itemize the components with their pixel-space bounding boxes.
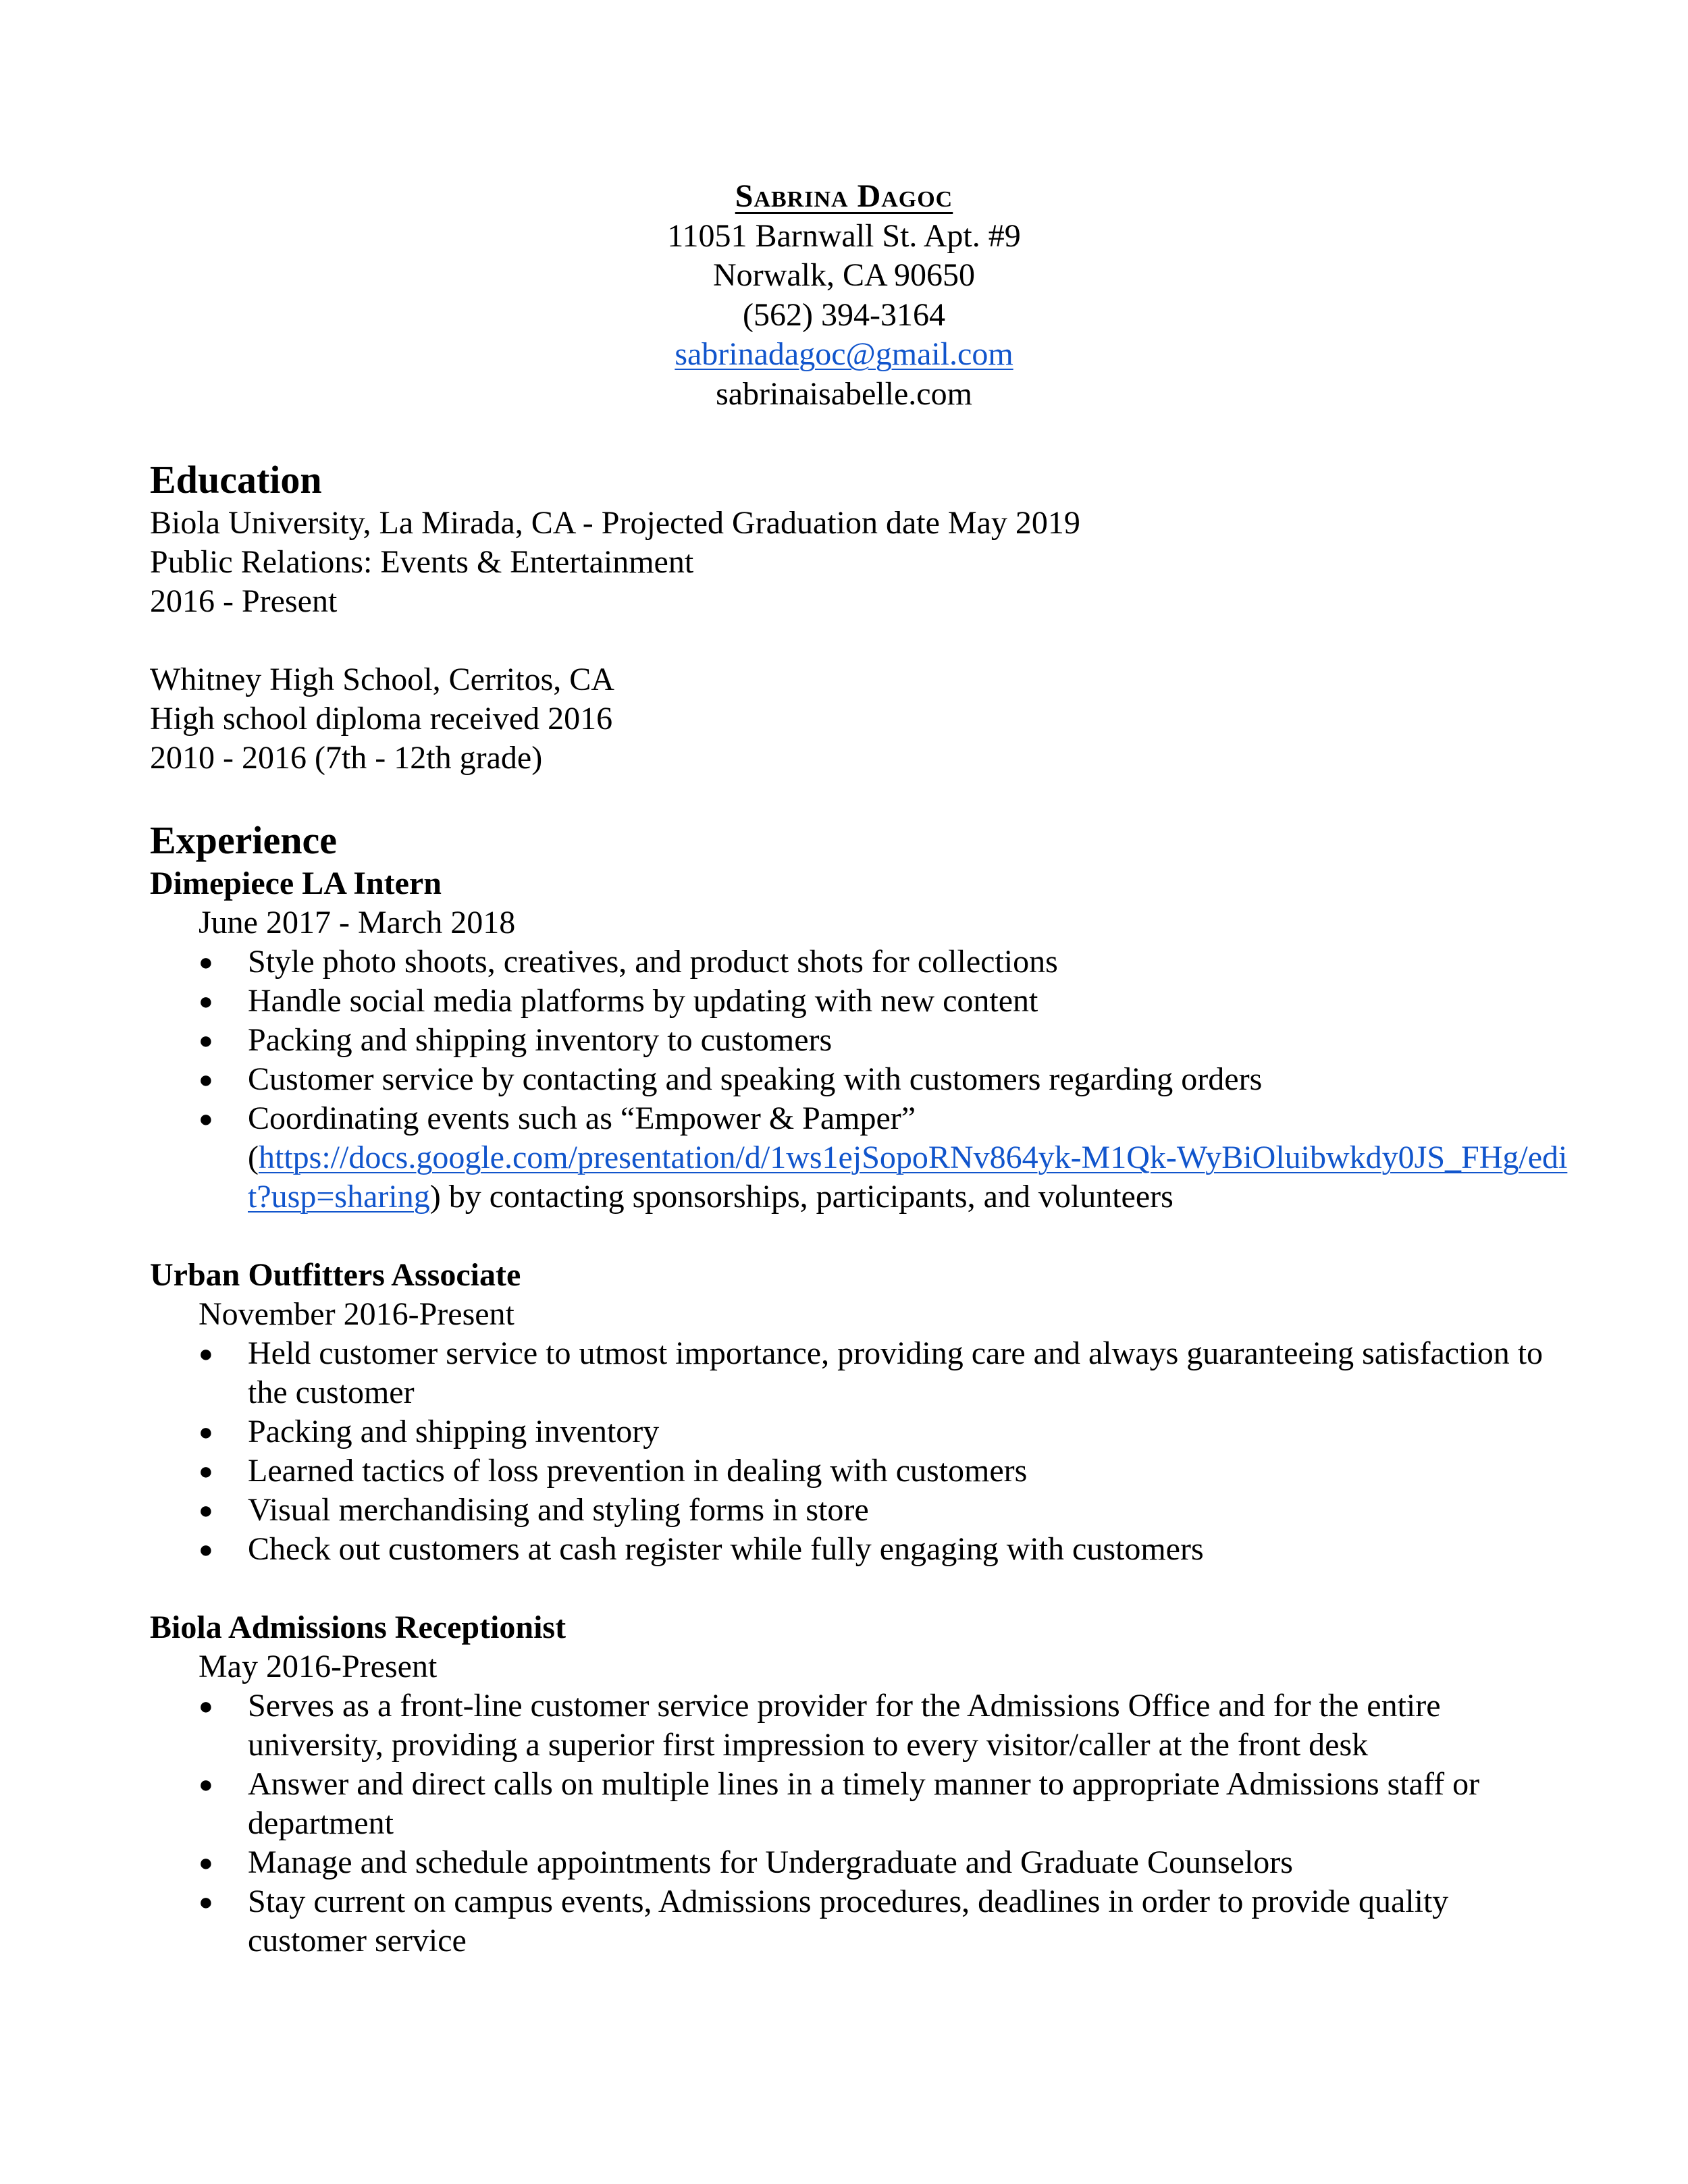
job-dates: May 2016-Present — [199, 1649, 438, 1684]
bullet-item — [150, 1765, 1575, 1843]
resume-body — [150, 456, 1568, 1961]
spacer — [150, 1217, 1568, 1256]
bullet-icon: ● — [199, 1849, 213, 1876]
applicant-name: Sabrina Dagoc — [735, 178, 953, 214]
job-bullets — [150, 1334, 1568, 1569]
job-title: Dimepiece LA Intern — [150, 865, 442, 901]
job-dates: November 2016-Present — [199, 1296, 515, 1332]
bullet-text: Packing and shipping inventory — [248, 1414, 660, 1449]
address-line-1: 11051 Barnwall St. Apt. #9 — [667, 217, 1021, 254]
bullet-icon: ● — [199, 1771, 213, 1798]
bullet-text: Customer service by contacting and speaking with customers regarding orders — [248, 1061, 1263, 1097]
phone-number: (562) 394-3164 — [743, 296, 945, 333]
bullet-text: Coordinating events such as “Empower & Pamper” — [248, 1100, 916, 1136]
bullet-icon: ● — [199, 1888, 213, 1915]
job-title: Urban Outfitters Associate — [150, 1257, 521, 1293]
bullet-icon: ● — [199, 1458, 213, 1485]
bullet-text: Handle social media platforms by updating with new content — [248, 983, 1038, 1019]
bullet-item — [150, 1334, 1575, 1412]
bullet-text: Answer and direct calls on multiple lines in a timely manner to appropriate Admissions staff or department — [248, 1766, 1480, 1841]
job-entry — [150, 864, 1568, 1217]
education-heading: Education — [150, 458, 322, 502]
program-line: Public Relations: Events & Entertainment — [150, 544, 694, 580]
years-line: 2010 - 2016 (7th - 12th grade) — [150, 740, 543, 776]
paren-text: ( — [248, 1140, 259, 1175]
bullet-item — [150, 1686, 1575, 1765]
bullet-icon: ● — [199, 1066, 213, 1093]
bullet-text: Learned tactics of loss prevention in dealing with customers — [248, 1453, 1028, 1489]
email-link[interactable]: sabrinadagoc@gmail.com — [675, 336, 1013, 372]
bullet-icon: ● — [199, 1105, 213, 1132]
bullet-item — [150, 1060, 1575, 1099]
bullet-text: Manage and schedule appointments for Undergraduate and Graduate Counselors — [248, 1844, 1293, 1880]
bullet-text: Stay current on campus events, Admissions procedures, deadlines in order to provide quality customer service — [248, 1884, 1449, 1959]
bullet-item — [150, 1021, 1575, 1060]
job-entry — [150, 1608, 1568, 1961]
education-entry — [150, 504, 1568, 621]
bullet-icon: ● — [199, 1418, 213, 1445]
bullet-text: Style photo shoots, creatives, and product shots for collections — [248, 944, 1058, 980]
bullet-text: Packing and shipping inventory to customers — [248, 1022, 833, 1058]
job-bullets — [150, 1686, 1568, 1961]
bullet-text: Check out customers at cash register while fully engaging with customers — [248, 1531, 1204, 1567]
bullet-item — [150, 1843, 1575, 1882]
school-line: Biola University, La Mirada, CA - Projected Graduation date May 2019 — [150, 505, 1080, 541]
bullet-icon: ● — [199, 1497, 213, 1524]
bullet-icon: ● — [199, 1340, 213, 1367]
bullet-item — [150, 1412, 1575, 1451]
bullet-item — [150, 1451, 1575, 1491]
bullet-icon: ● — [199, 949, 213, 976]
experience-heading: Experience — [150, 818, 338, 862]
contact-header — [0, 177, 1688, 414]
bullet-text: Serves as a front-line customer service provider for the Admissions Office and for the entire university, providing a superior first impression to every visitor/caller at the front desk — [248, 1688, 1441, 1763]
school-line: Whitney High School, Cerritos, CA — [150, 662, 614, 697]
bullet-item — [150, 942, 1575, 982]
job-bullets — [150, 942, 1568, 1217]
bullet-text: Held customer service to utmost importance, providing care and always guaranteeing satisfaction to the customer — [248, 1335, 1544, 1410]
bullet-icon: ● — [199, 1693, 213, 1720]
bullet-item — [150, 1491, 1575, 1530]
bullet-item — [150, 1099, 1575, 1217]
program-line: High school diploma received 2016 — [150, 701, 613, 737]
education-section — [150, 456, 1568, 778]
bullet-item — [150, 982, 1575, 1021]
spacer — [150, 778, 1568, 817]
bullet-icon: ● — [199, 1027, 213, 1054]
bullet-text: Visual merchandising and styling forms in store — [248, 1492, 869, 1528]
bullet-item — [150, 1530, 1575, 1569]
bullet-icon: ● — [199, 988, 213, 1015]
experience-section — [150, 817, 1568, 1961]
spacer — [150, 621, 1568, 660]
bullet-text-suffix: ) by contacting sponsorships, participants, and volunteers — [429, 1179, 1173, 1215]
spacer — [150, 1569, 1568, 1608]
education-entry — [150, 660, 1568, 778]
bullet-item — [150, 1882, 1575, 1961]
website-text: sabrinaisabelle.com — [716, 375, 972, 412]
job-dates: June 2017 - March 2018 — [199, 905, 516, 940]
presentation-link[interactable]: https://docs.google.com/presentation/d/1ws1ejSopoRNv864yk-M1Qk-WyBiOluibwkdy0JS_FHg/edit?usp=sharing — [248, 1140, 1568, 1215]
job-title: Biola Admissions Receptionist — [150, 1609, 566, 1645]
years-line: 2016 - Present — [150, 583, 338, 619]
bullet-icon: ● — [199, 1536, 213, 1563]
job-entry — [150, 1256, 1568, 1569]
address-line-2: Norwalk, CA 90650 — [713, 257, 975, 293]
